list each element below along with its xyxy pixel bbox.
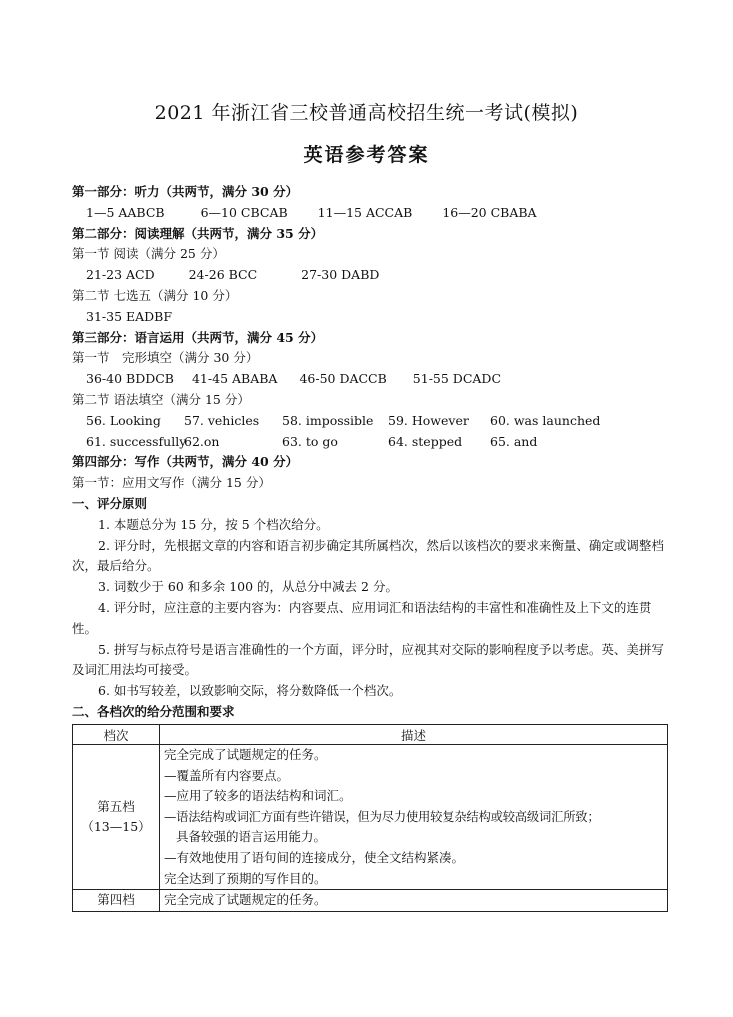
description-line: 完全达到了预期的写作目的。 xyxy=(164,870,327,886)
scoring-table xyxy=(72,724,668,912)
level-range: （13—15） xyxy=(81,819,151,835)
level-cell xyxy=(73,745,160,890)
table-row xyxy=(73,890,668,912)
exam-title: 2021 年浙江省三校普通高校招生统一考试(模拟) xyxy=(154,102,579,124)
description-line: 完全完成了试题规定的任务。 xyxy=(164,747,327,762)
answer-group: 6—10 CBCAB xyxy=(200,204,288,220)
answer-item: 61. successfully xyxy=(86,433,187,449)
answer-group: 11—15 ACCAB xyxy=(317,204,413,220)
principle-item: 6. 如书写较差，以致影响交际，将分数降低一个档次。 xyxy=(98,683,402,699)
answer-group: 31-35 EADBF xyxy=(86,308,173,324)
answer-group: 16—20 CBABA xyxy=(442,204,537,220)
part2-sec1-heading: 第一节 阅读（满分 25 分） xyxy=(72,246,225,262)
part3-sec2-heading: 第二节 语法填空（满分 15 分） xyxy=(72,391,250,407)
answer-item: 58. impossible xyxy=(282,412,374,428)
part3-heading: 第三部分：语言运用（共两节，满分 45 分） xyxy=(72,329,324,345)
part3-sec2-row1 xyxy=(72,411,672,432)
answer-item: 59. However xyxy=(388,412,469,428)
description-cell xyxy=(160,890,668,912)
answer-item: 60. was launched xyxy=(490,412,601,428)
principle-item: 1. 本题总分为 15 分，按 5 个档次给分。 xyxy=(98,516,329,532)
part1-answers xyxy=(72,203,672,224)
part1-heading: 第一部分：听力（共两节，满分 30 分） xyxy=(72,184,299,199)
answer-group: 27-30 DABD xyxy=(301,267,380,283)
level-name: 第五档 xyxy=(97,799,135,815)
table-header-level: 档次 xyxy=(73,725,160,745)
table-header-description: 描述 xyxy=(160,725,668,745)
answer-item: 63. to go xyxy=(282,433,338,449)
answer-group: 1—5 AABCB xyxy=(86,204,165,220)
table-header-row xyxy=(73,725,668,745)
part3-sec1-answers xyxy=(72,369,672,390)
principle-item: 2. 评分时，先根据文章的内容和语言初步确定其所属档次，然后以该档次的要求来衡量、确定或调整档次，最后给分。 xyxy=(72,537,664,574)
part3-sec1-heading: 第一节 完形填空（满分 30 分） xyxy=(72,350,259,366)
description-line: —应用了较多的语法结构和词汇。 xyxy=(164,788,352,804)
answer-group: 46-50 DACCB xyxy=(299,371,387,387)
answer-item: 57. vehicles xyxy=(184,412,260,428)
answer-item: 56. Looking xyxy=(86,412,161,428)
table-row xyxy=(73,745,668,890)
part4-heading: 第四部分：写作（共两节，满分 40 分） xyxy=(72,454,299,470)
answer-body xyxy=(72,182,672,723)
level-cell xyxy=(73,890,160,912)
principle-item: 5. 拼写与标点符号是语言准确性的一个方面，评分时，应视其对交际的影响程度予以考虑。英、美拼写及词汇用法均可接受。 xyxy=(72,641,664,678)
part4-sec1-heading: 第一节：应用文写作（满分 15 分） xyxy=(72,475,271,491)
description-line: —覆盖所有内容要点。 xyxy=(164,767,290,783)
document-subtitle: 英语参考答案 xyxy=(303,144,430,166)
answer-group: 21-23 ACD xyxy=(86,267,155,283)
answer-group: 36-40 BDDCB xyxy=(86,371,174,387)
part2-sec1-answers xyxy=(72,265,672,286)
principle-item: 4. 评分时，应注意的主要内容为：内容要点、应用词汇和语法结构的丰富性和准确性及上下文的连贯性。 xyxy=(72,599,652,636)
description-line: —有效地使用了语句间的连接成分，使全文结构紧凑。 xyxy=(164,849,465,865)
description-line: —语法结构或词汇方面有些许错误，但为尽力使用较复杂结构或较高级词汇所致； xyxy=(164,809,600,824)
answer-group: 51-55 DCADC xyxy=(412,371,502,387)
answer-item: 65. and xyxy=(490,433,538,449)
answer-item: 62.on xyxy=(184,433,220,449)
answer-group: 41-45 ABABA xyxy=(191,371,278,387)
description-line: 具备较强的语言运用能力。 xyxy=(176,829,327,845)
part2-sec2-heading: 第二节 七选五（满分 10 分） xyxy=(72,287,238,303)
part3-sec2-row2 xyxy=(72,432,672,453)
principle-item: 3. 词数少于 60 和多余 100 的，从总分中减去 2 分。 xyxy=(98,579,398,595)
answer-group: 24-26 BCC xyxy=(188,267,258,283)
description-cell xyxy=(160,745,668,890)
answer-item: 64. stepped xyxy=(388,433,463,449)
principles-heading: 一、评分原则 xyxy=(72,495,148,511)
description-line: 完全完成了试题规定的任务。 xyxy=(164,892,327,908)
level-name: 第四档 xyxy=(97,892,135,908)
part2-heading: 第二部分：阅读理解（共两节，满分 35 分） xyxy=(72,225,324,241)
levels-heading: 二、各档次的给分范围和要求 xyxy=(72,703,235,719)
part2-sec2-answers xyxy=(72,307,672,328)
